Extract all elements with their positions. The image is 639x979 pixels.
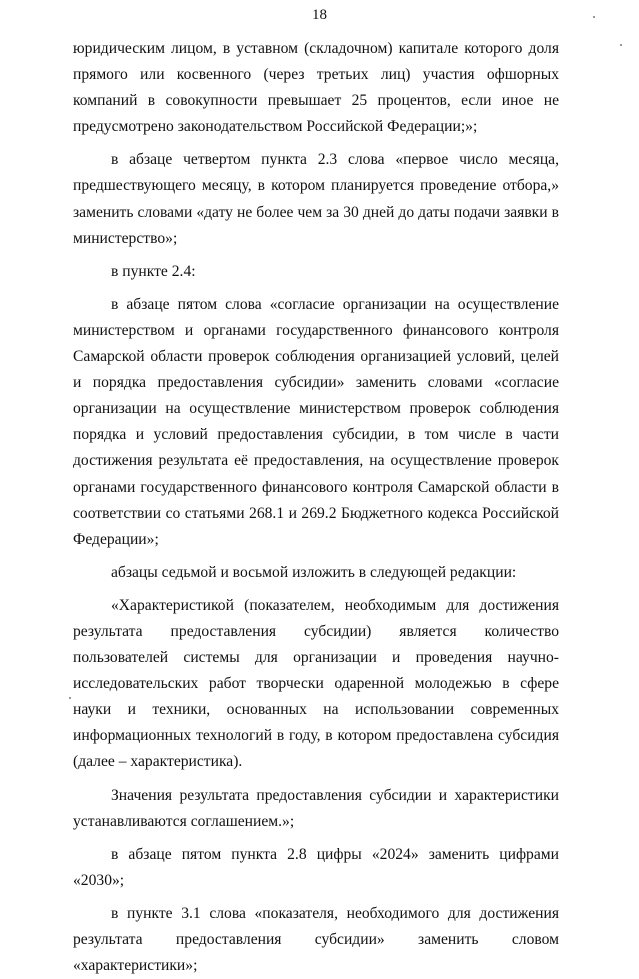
paragraph: абзацы седьмой и восьмой изложить в следующей редакции: [111, 563, 517, 581]
page-number: 18 [312, 7, 327, 23]
paragraph: в абзаце пятом пункта 2.8 цифры «2024» заменить цифрами «2030»; [73, 845, 559, 889]
scan-speck [69, 697, 71, 699]
paragraph: в пункте 3.1 слова «показателя, необходимого для достижения результата предоставления субсидии» заменить словом «характеристики»; [73, 904, 559, 975]
paragraph: в абзаце пятом слова «согласие организации на осуществление министерством и органами государственного финансового контроля Самарской области проверок соблюдения организацией условий, целей и порядка предоставления субсидии» заменить словами «согласие организации на осуществление министерством проверок соблюдения порядка и условий предоставления субсидии, в том числе в части достижения результата её предоставления, на осуществление проверок органами государственного финансового контроля Самарской области в соответствии со статьями 268.1 и 269.2 Бюджетного кодекса Российской Федерации»; [73, 295, 559, 548]
scan-speck [620, 44, 622, 46]
paragraph: «Характеристикой (показателем, необходимым для достижения результата предоставления субсидии) является количество пользователей системы для организации и проведения научно-исследовательских работ творчески одаренной молодежью в сфере науки и техники, основанных на использовании современных информационных технологий в году, в котором предоставлена субсидия (далее – характеристика). [73, 596, 559, 771]
paragraph: в пункте 2.4: [111, 262, 196, 280]
paragraph: юридическим лицом, в уставном (складочном) капитале которого доля прямого или косвенного (через третьих лиц) участия офшорных компаний в совокупности превышает 25 процентов, если иное не предусмотрено законодательством Российской Федерации;»; [73, 40, 559, 136]
paragraph: в абзаце четвертом пункта 2.3 слова «первое число месяца, предшествующего месяцу, в котором планируется проведение отбора,» заменить словами «дату не более чем за 30 дней до даты подачи заявки в министерство»; [73, 151, 559, 247]
paragraph: Значения результата предоставления субсидии и характеристики устанавливаются соглашением.»; [73, 786, 559, 830]
scan-speck [593, 16, 595, 18]
document-body [73, 36, 559, 979]
